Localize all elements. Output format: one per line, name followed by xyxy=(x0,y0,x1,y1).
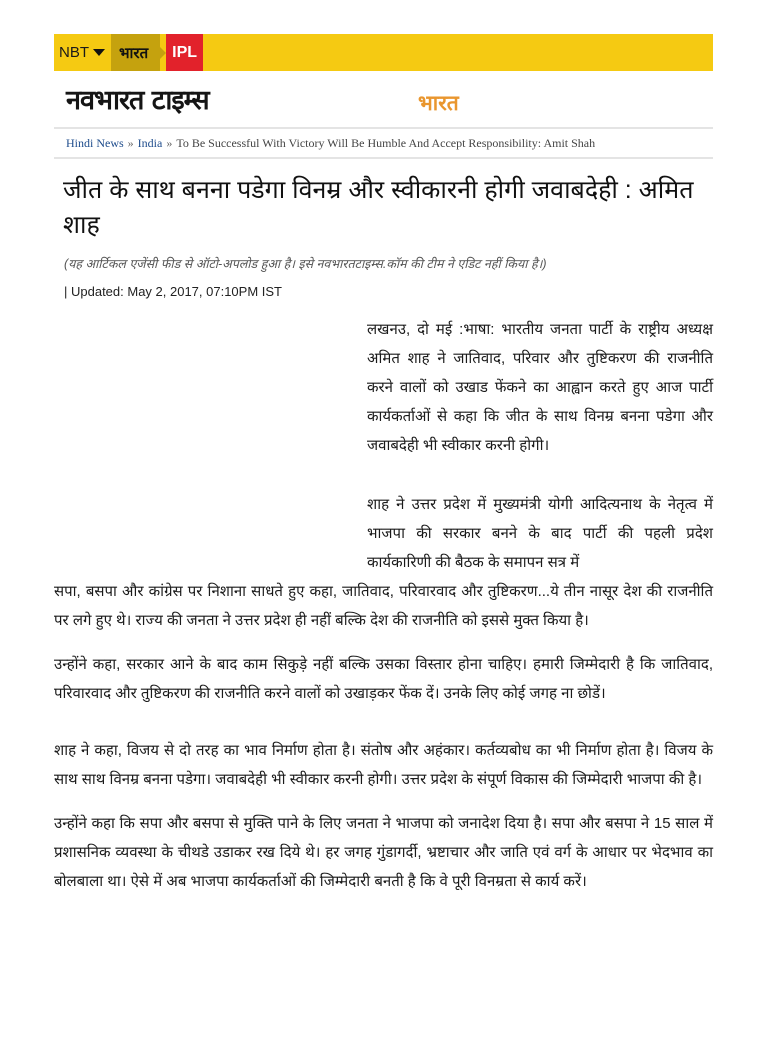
article-paragraph: उन्होंने कहा, सरकार आने के बाद काम सिकुडे़ नहीं बल्कि उसका विस्तार होना चाहिए। हमारी जिम्मेदारी है कि जातिवाद, परिवारवाद और तुष्टिकरण की राजनीति करने वालों को उखाड़कर फेंक दें। उनके लिए कोई जगह ना छोडें। xyxy=(54,656,713,702)
breadcrumb-separator: » xyxy=(127,135,134,150)
breadcrumb-separator: » xyxy=(166,135,173,150)
nav-section-bharat[interactable] xyxy=(111,34,160,71)
article-paragraph: शाह ने कहा, विजय से दो तरह का भाव निर्माण होता है। संतोष और अहंकार। कर्तव्यबोध का भी निर्माण होता है। विजय के साथ साथ विनम्र बनना पडेगा। जवाबदेही भी स्वीकार करनी होगी। उत्तर प्रदेश के संपूर्ण विकास की जिम्मेदारी भाजपा की है। xyxy=(54,742,713,788)
breadcrumb-arrow-icon xyxy=(160,47,166,59)
breadcrumb-india[interactable]: India xyxy=(137,135,163,150)
nbt-menu-button[interactable] xyxy=(54,34,111,71)
article-paragraph-continued: सपा, बसपा और कांग्रेस पर निशाना साधते हुए कहा, जातिवाद, परिवारवाद और तुष्टिकरण...ये तीन नासूर देश की राजनीति पर लगे हुए थे। राज्य की जनता ने उत्तर प्रदेश ही नहीं बल्कि देश की राजनीति को इससे मुक्त किया है। xyxy=(54,583,713,629)
caret-down-icon xyxy=(93,49,105,56)
top-nav-bar xyxy=(54,34,713,71)
article-paragraph: लखनउ, दो मई :भाषा: भारतीय जनता पार्टी के राष्ट्रीय अध्यक्ष अमित शाह ने जातिवाद, परिवार और तुष्टिकरण की राजनीति करने वालों को उखाड फेंकने का आह्वान करते हुए आज पार्टी कार्यकर्ताओं से कहा कि जीत के साथ विनम्र बनना पडेगा और जवाबदेही भी स्वीकार करनी होगी। xyxy=(367,321,713,454)
article-paragraph: उन्होंने कहा कि सपा और बसपा से मुक्ति पाने के लिए जनता ने भाजपा को जनादेश दिया है। सपा और बसपा ने 15 साल में प्रशासनिक व्यवस्था के चीथडे उडाकर रख दिये थे। हर जगह गुंडागर्दी, भ्रष्टाचार और जाति एवं वर्ग के आधार पर भेदभाव का बोलबाला था। ऐसे में अब भाजपा कार्यकर्ताओं की जिम्मेदारी बनती है कि वे पूरी विनम्रता से कार्य करें। xyxy=(54,815,713,890)
nbt-label: NBT xyxy=(59,44,89,61)
article-paragraph-wrapped: शाह ने उत्तर प्रदेश में मुख्यमंत्री योगी आदित्यनाथ के नेतृत्व में भाजपा की सरकार बनने के बाद पार्टी की पहली प्रदेश कार्यकारिणी की बैठक के समापन सत्र में xyxy=(367,496,713,571)
nav-ipl-label: IPL xyxy=(172,43,198,61)
breadcrumb-current: To Be Successful With Victory Will Be Humble And Accept Responsibility: Amit Shah xyxy=(176,135,596,150)
page-header xyxy=(54,34,713,299)
breadcrumb xyxy=(54,127,713,159)
nav-ipl-link[interactable] xyxy=(166,34,203,71)
article-headline: जीत के साथ बनना पडेगा विनम्र और स्वीकारनी होगी जवाबदेही : अमित शाह xyxy=(63,176,694,239)
nav-section-label: भारत xyxy=(119,44,149,62)
site-logo[interactable]: नवभारत टाइम्स xyxy=(66,85,209,116)
updated-timestamp: | Updated: May 2, 2017, 07:10PM IST xyxy=(64,284,282,299)
agency-disclaimer: (यह आर्टिकल एजेंसी फीड से ऑटो-अपलोड हुआ है। इसे नवभारतटाइम्स.कॉम की टीम ने एडिट नहीं किया है।) xyxy=(64,257,547,271)
article-paragraph xyxy=(54,490,713,635)
breadcrumb-hindi-news[interactable]: Hindi News xyxy=(66,135,124,150)
article-body xyxy=(54,315,713,896)
logo-row xyxy=(54,71,713,127)
section-title: भारत xyxy=(418,92,459,115)
